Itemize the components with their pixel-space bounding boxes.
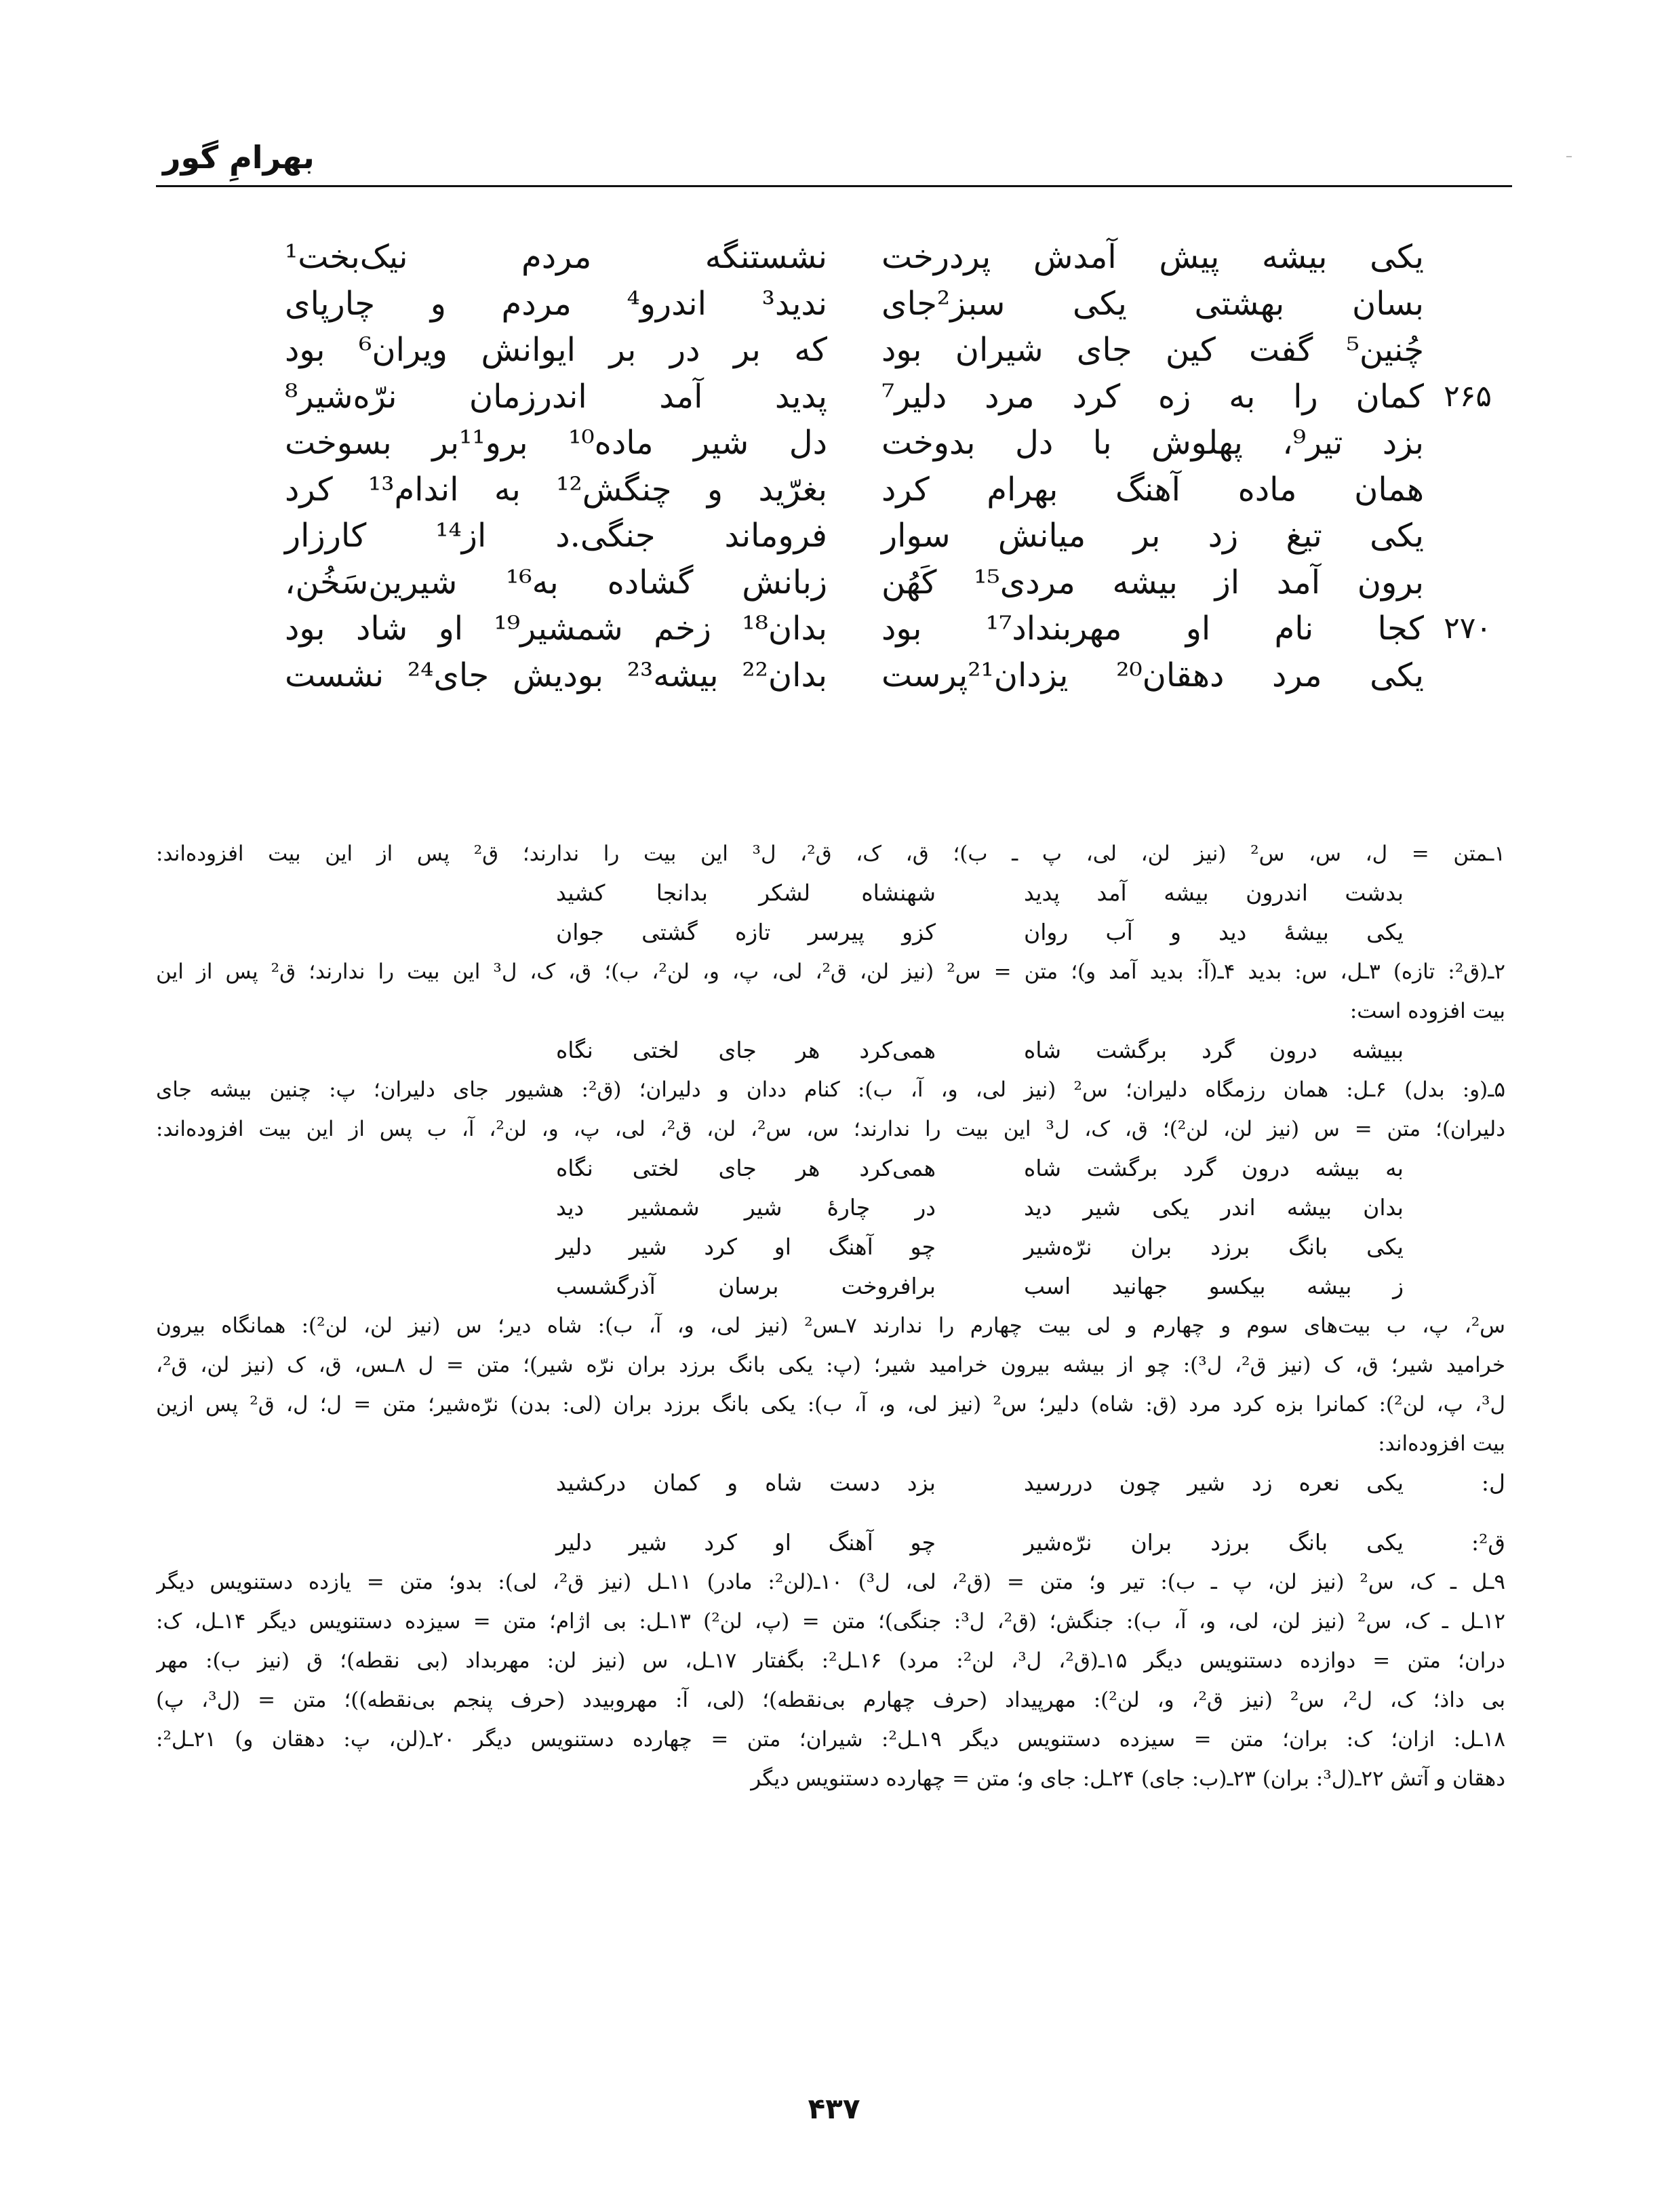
first-hemistich: یکی بیشه پیش آمدش پردرخت xyxy=(881,238,1424,276)
first-hemistich: یکی تیغ زد بر میانش سوار xyxy=(881,517,1425,555)
first-hemistich: بدشت اندرون بیشه آمد پدید xyxy=(1024,880,1404,906)
variant-verse xyxy=(156,1149,1505,1188)
first-hemistich: ز بیشه بیکسو جهانید اسب xyxy=(1024,1273,1404,1299)
verse-number: ۲۷۰ xyxy=(1444,611,1492,646)
first-hemistich: برون آمد از بیشه مردی¹⁵ کَهُن xyxy=(881,563,1424,601)
second-hemistich: پدید آمد اندرزمان نرّه‌شیر⁸ xyxy=(285,377,827,416)
second-hemistich: در چارهٔ شیر شمشیر دید xyxy=(556,1194,936,1221)
variant-verse xyxy=(156,1188,1505,1227)
second-hemistich: زبانش گشاده به¹⁶ شیرین‌سَخُن، xyxy=(285,563,827,601)
second-hemistich: دل شیر ماده¹⁰ برو¹¹بر بسوخت xyxy=(285,424,828,462)
second-hemistich: چو آهنگ او کرد شیر دلیر xyxy=(556,1233,936,1260)
verse-row xyxy=(258,374,1492,420)
second-hemistich: فروماند جنگی.د از¹⁴ کارزار xyxy=(285,517,827,555)
variant-verse xyxy=(156,873,1505,913)
second-hemistich: همی‌کرد هر جای لختی نگاه xyxy=(556,1037,936,1063)
footnote-line: دهقان و آتش ۲۲ـ(ل³: بران) ۲۳ـ(ب: جای) ۲۴ـل: جای و؛ متن = چهارده دستنویس دیگر xyxy=(751,1766,1505,1791)
variant-verse xyxy=(156,1031,1505,1070)
verse-row xyxy=(258,327,1424,374)
verse-row xyxy=(258,234,1424,281)
variant-verse xyxy=(156,1463,1505,1503)
footnote-line: ل³، پ، لن²): کمانرا بزه کرد مرد (ق: شاه) دلیر؛ س² (نیز لی، و، آ، ب): یکی بانگ برزد بران (لی: بدن) نرّه‌شیر؛ متن = ل؛ ل، ق² پس ازین xyxy=(156,1392,1505,1417)
second-hemistich: بغرّید و چنگش¹² به اندام¹³ کرد xyxy=(285,470,827,509)
running-title: بهرامِ گور xyxy=(163,139,315,176)
first-hemistich: به بیشه درون گرد برگشت شاه xyxy=(1024,1155,1404,1181)
footnotes xyxy=(156,834,1505,1798)
verse-row xyxy=(258,513,1424,559)
first-hemistich: یکی بانگ برزد بران نرّه‌شیر xyxy=(1024,1233,1404,1260)
page-number: ۴۳۷ xyxy=(808,2092,860,2125)
first-hemistich: چُنین⁵ گفت کین جای شیران بود xyxy=(881,331,1424,369)
first-hemistich: همان ماده آهنگ بهرام کرد xyxy=(881,470,1424,509)
first-hemistich: یکی بیشهٔ دید و آب روان xyxy=(1024,919,1404,945)
footnote-line: بی داذ؛ ک، ل²، س² (نیز ق²، و، لن²): مهرپیداد (حرف چهارم بی‌نقطه)؛ (لی، آ: مهروبیدد (حرف پنجم بی‌نقطه))؛ متن = (ل³، پ) xyxy=(156,1688,1505,1712)
first-hemistich: بسان بهشتی یکی سبز²جای xyxy=(881,284,1424,323)
scan-mark xyxy=(1566,156,1572,157)
variant-verse xyxy=(156,1227,1505,1267)
second-hemistich: برافروخت برسان آذرگشسب xyxy=(556,1273,936,1299)
first-hemistich: کمان را به زه کرد مرد دلیر⁷ xyxy=(881,377,1424,416)
first-hemistich: بزد تیر⁹، پهلوش با دل بدوخت xyxy=(881,424,1424,462)
footnote-line: ۲ـ(ق²: تازه) ۳ـل، س: بدید ۴ـ(آ: بدید آمد و)؛ متن = س² (نیز لن، ق²، لی، پ، و، لن²، ب)؛ ق، ک، ل³ این بیت را ندارند؛ ق² پس از این xyxy=(156,960,1505,984)
verse-row xyxy=(258,652,1424,699)
spacer xyxy=(156,1503,1505,1523)
verse-row xyxy=(258,420,1424,467)
footnote-line: دران؛ متن = دوازده دستنویس دیگر ۱۵ـ(ق²، ل³، لن²: مرد) ۱۶ـل²: بگفتار ۱۷ـل، س (نیز لن: مهربداد (بی نقطه)؛ ق (نیز ب): مهر xyxy=(156,1648,1505,1673)
verse-row xyxy=(258,467,1424,513)
second-hemistich: بزد دست شاه و کمان درکشید xyxy=(556,1469,936,1496)
verse-row xyxy=(258,606,1492,652)
footnote-line: دلیران)؛ متن = س (نیز لن، لن²)؛ ق، ک، ل³ این بیت را ندارند؛ س، س²، لن، ق²، لی، پ، و، لن²، آ، ب پس از این بیت افزوده‌اند: xyxy=(156,1117,1505,1141)
variant-verse xyxy=(156,1523,1505,1562)
footnote-line: بیت افزوده است: xyxy=(1349,999,1505,1023)
footnote-line: ۵ـ(و: بدل) ۶ـل: همان رزمگاه دلیران؛ س² (نیز لی، و، آ، ب): کنام ددان و دلیران؛ (ق²: هشیور جای دلیران؛ پ: چنین بیشه جای xyxy=(156,1078,1505,1102)
first-hemistich: یکی مرد دهقان²⁰ یزدان²¹پرست xyxy=(881,656,1425,694)
second-hemistich: بدان¹⁸ زخم شمشیر¹⁹ او شاد بود xyxy=(285,610,827,648)
verse-row xyxy=(258,281,1424,328)
first-hemistich: یکی بانگ برزد بران نرّه‌شیر xyxy=(1024,1529,1404,1556)
second-hemistich: که بر در بر ایوانش ویران⁶ بود xyxy=(285,331,828,369)
second-hemistich: چو آهنگ او کرد شیر دلیر xyxy=(556,1529,936,1556)
first-hemistich: کجا نام او مهربنداد¹⁷ بود xyxy=(881,610,1424,648)
second-hemistich: نشستنگه مردم نیک‌بخت¹ xyxy=(285,238,827,276)
manuscript-siglum: ل: xyxy=(1481,1469,1505,1496)
first-hemistich: بدان بیشه اندر یکی شیر دید xyxy=(1024,1194,1404,1221)
running-header xyxy=(156,139,1512,193)
verse-number: ۲۶۵ xyxy=(1444,378,1492,414)
verse-row xyxy=(258,559,1424,606)
second-hemistich: همی‌کرد هر جای لختی نگاه xyxy=(556,1155,936,1181)
second-hemistich: کزو پیرسر تازه گشتی جوان xyxy=(556,919,936,945)
footnote-line: ۱۸ـل: ازان؛ ک: بران؛ متن = سیزده دستنویس دیگر ۱۹ـل²: شیران؛ متن = چهارده دستنویس دیگر ۲۰ـ(لن، پ: دهقان و) ۲۱ـل²: xyxy=(156,1727,1505,1752)
variant-verse xyxy=(156,913,1505,952)
header-divider xyxy=(156,185,1512,187)
first-hemistich: یکی نعره زد شیر چون دررسید xyxy=(1024,1469,1404,1496)
footnote-line: ۹ـل ـ ک، س² (نیز لن، پ ـ ب): تیر و؛ متن = (ق²، لی، ل³) ۱۰ـ(لن²: مادر) ۱۱ـل (نیز ق²، لی): بدو؛ متن = یازده دستنویس دیگر xyxy=(156,1570,1505,1594)
manuscript-siglum: ق²: xyxy=(1471,1529,1505,1556)
variant-verse xyxy=(156,1267,1505,1306)
second-hemistich: ندید³ اندرو⁴ مردم و چارپای xyxy=(285,284,827,323)
footnote-line: س²، پ، ب بیت‌های سوم و چهارم و لی بیت چهارم را ندارند ۷ـس² (نیز لی، و، آ، ب): شاه دیر؛ س (نیز لن، لن²): همانگاه بیرون xyxy=(156,1314,1505,1338)
footnote-line: بیت افزوده‌اند: xyxy=(1378,1431,1505,1456)
second-hemistich: بدان²² بیشه²³ بودیش جای²⁴ نشست xyxy=(285,656,828,694)
second-hemistich: شهنشاه لشکر بدانجا کشید xyxy=(556,880,936,906)
first-hemistich: ببیشه درون گرد برگشت شاه xyxy=(1024,1037,1404,1063)
footnote-line: ۱۲ـل ـ ک، س² (نیز لن، لی، و، آ، ب): جنگش؛ (ق²، ل³: جنگی)؛ متن = (پ، لن²) ۱۳ـل: بی اژام؛ متن = سیزده دستنویس دیگر ۱۴ـل، ک: xyxy=(156,1609,1505,1634)
poem-body xyxy=(258,234,1492,698)
footnote-line: خرامید شیر؛ ق، ک (نیز ق²، ل³): چو از بیشه بیرون خرامید شیر؛ (پ: یکی بانگ برزد بران نرّه شیر)؛ متن = ل ۸ـس، ق، ک (نیز لن، ق²، xyxy=(156,1353,1505,1377)
footnote-line: ۱ـمتن = ل، س، س² (نیز لن، لی، پ ـ ب)؛ ق، ک، ق²، ل³ این بیت را ندارند؛ ق² پس از این بیت افزوده‌اند: xyxy=(156,842,1505,866)
